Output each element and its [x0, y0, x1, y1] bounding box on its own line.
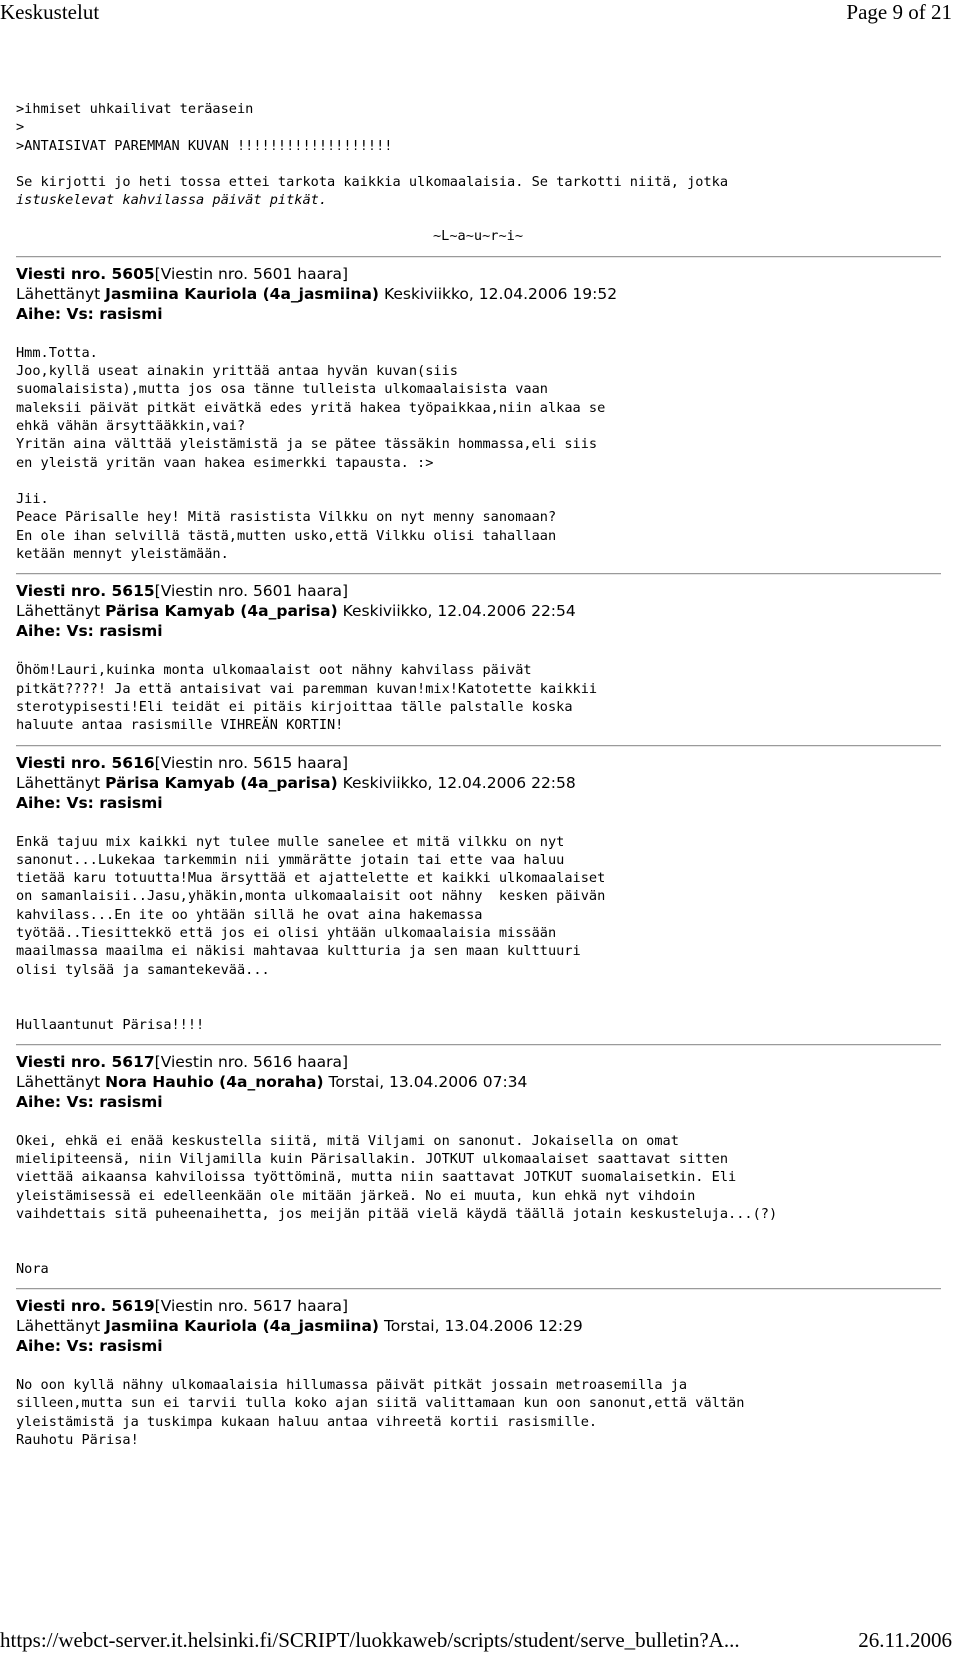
message-number: 5615 — [111, 582, 155, 601]
message-list — [16, 256, 941, 1450]
message-body: Öhöm!Lauri,kuinka monta ulkomaalaist oot nähny kahvilass päivät pitkät????! Ja että antaisivat vai paremman kuvan!mix!Katotette kaikkii sterotypisesti!Eli teidät ei pitäis kirjoittaa tälle palstalle koska haluute antaa rasismille VIHREÄN KORTIN! — [16, 662, 598, 734]
author-name: Jasmiina Kauriola (4a_jasmiina) — [105, 1317, 380, 1336]
author-name: Pärisa Kamyab (4a_parisa) — [105, 773, 338, 792]
post-separator — [16, 745, 941, 747]
page-footer — [0, 1626, 960, 1654]
reply-to: [Viestin nro. 5617 haara] — [154, 1297, 349, 1316]
post-date: Torstai, 13.04.2006 12:29 — [383, 1317, 583, 1336]
reply-to: [Viestin nro. 5616 haara] — [154, 1052, 349, 1071]
post-date: Keskiviikko, 12.04.2006 19:52 — [383, 284, 618, 303]
message-body: No oon kyllä nähny ulkomaalaisia hillumassa päivät pitkät jossain metroasemilla ja silleen,mutta sun ei tarvii tulla koko ajan siitä valittamaan kun oon sanonut,että vältän yleistämistä ja tuskimpa kukaan haluu antaa vihreetä kortii rasismille. Rauhotu Pärisa! — [16, 1377, 745, 1449]
intro-message — [16, 100, 941, 246]
post-date: Torstai, 13.04.2006 07:34 — [328, 1072, 528, 1091]
message-body: Enkä tajuu mix kaikki nyt tulee mulle sanelee et mitä vilkku on nyt sanonut...Lukekaa tarkemmin nii ymmärätte jotain tai ette vaa haluu tietää karu totuutta!Mua ärsyttää et ajattelette et kaikki ulkomaalaiset on samanlaisii..Jasu,yhäkin,monta ulkomaalaisit oot nähny kesken päivän kahvilass...En ite oo yhtään sillä he ovat aina hakemassa työtää..Tiesittekkö että jos ei olisi yhtään ulkomaalaisia missään maailmassa maailma ei näkisi mahtavaa kultturia ja sen maan kulttuuri olisi tylsää ja samantekevää... Hullaantunut Pärisa!!!! — [16, 833, 606, 1033]
message-number-line: Viesti nro. 5616[Viestin nro. 5615 haara] — [16, 753, 349, 772]
post-separator — [16, 1288, 941, 1290]
subject-line: Aihe: Vs: rasismi — [16, 793, 163, 812]
subject-line: Aihe: Vs: rasismi — [16, 304, 163, 323]
message-number: 5617 — [111, 1052, 155, 1071]
message-body: Hmm.Totta. Joo,kyllä useat ainakin yrittää antaa hyvän kuvan(siis suomalaisista),mutta jos osa tänne tulleista ulkomaalaisista vaan maleksii päivät pitkät eivätkä edes yritä hakea työpaikkaa,niin alkaa se ehkä vähän ärsyttääkkin,vai? Yritän aina välttää yleistämistä ja se pätee tässäkin hommassa,eli siis en yleistä yritän vaan hakea esimerkki tapausta. :> Jii. Peace Pärisalle hey! Mitä rasististа Vilkku on nyt menny sanomaan? En ole ihan selvillä tästä,mutten usko,että Vilkku olisi tahallaan ketään mennyt yleistämään. — [16, 344, 606, 563]
sender-line: Lähettänyt Jasmiina Kauriola (4a_jasmiina) Keskiviikko, 12.04.2006 19:52 — [16, 284, 618, 303]
sender-line: Lähettänyt Jasmiina Kauriola (4a_jasmiina) Torstai, 13.04.2006 12:29 — [16, 1317, 583, 1336]
message-number-line: Viesti nro. 5615[Viestin nro. 5601 haara] — [16, 582, 349, 601]
bulletin-content — [16, 100, 941, 1449]
message-body: Okei, ehkä ei enää keskustella siitä, mitä Viljami on sanonut. Jokaisella on omat mielipiteensä, niin Viljamilla kuin Pärisallakin. JOTKUT ulkomaalaiset saattavat sitten viettää aikaansa kahviloissa työttöminä, mutta niin saattavat JOTKUT suomalaisetkin. Eli yleistämisessä ei edelleenkään ole mitään järkeä. No ei muuta, kun ehkä nyt vihdoin vaihdettais sitä puheenaihetta, jos meijän pitää vielä käydä täällä jotain keskusteluja...(?) Nora — [16, 1132, 778, 1277]
reply-to: [Viestin nro. 5601 haara] — [154, 264, 349, 283]
post-date: Keskiviikko, 12.04.2006 22:54 — [342, 602, 576, 621]
reply-to: [Viestin nro. 5601 haara] — [154, 582, 349, 601]
message-post — [16, 1288, 941, 1449]
message-number: 5619 — [111, 1297, 155, 1316]
post-separator — [16, 256, 941, 258]
message-number: 5616 — [111, 753, 155, 772]
message-post — [16, 1044, 941, 1278]
reply-to: [Viestin nro. 5615 haara] — [154, 753, 349, 772]
signature: ~L~a~u~r~i~ — [433, 228, 524, 245]
footer-url: https://webct-server.it.helsinki.fi/SCRIPT/luokkaweb/scripts/student/serve_bulletin?A... — [0, 1628, 740, 1652]
intro-text-italic: istuskelevat kahvilassa päivät pitkät. — [16, 192, 327, 209]
subject-line: Aihe: Vs: rasismi — [16, 622, 163, 641]
post-date: Keskiviikko, 12.04.2006 22:58 — [342, 773, 576, 792]
subject-line: Aihe: Vs: rasismi — [16, 1092, 163, 1111]
post-separator — [16, 573, 941, 575]
message-number: 5605 — [111, 264, 155, 283]
message-number-line: Viesti nro. 5619[Viestin nro. 5617 haara] — [16, 1297, 349, 1316]
sender-line: Lähettänyt Pärisa Kamyab (4a_parisa) Keskiviikko, 12.04.2006 22:58 — [16, 773, 576, 792]
message-post — [16, 256, 941, 564]
message-post — [16, 745, 941, 1034]
message-number-line: Viesti nro. 5617[Viestin nro. 5616 haara] — [16, 1052, 349, 1071]
sender-line: Lähettänyt Nora Hauhio (4a_noraha) Torstai, 13.04.2006 07:34 — [16, 1072, 528, 1091]
footer-date: 26.11.2006 — [858, 1628, 952, 1652]
quote-line: >ANTAISIVAT PAREMMAN KUVAN !!!!!!!!!!!!!!!!!!! — [16, 137, 393, 154]
quote-line: >ihmiset uhkailivat teräasein — [16, 101, 254, 117]
page-number: Page 9 of 21 — [846, 0, 952, 24]
page-header — [0, 0, 960, 26]
message-post — [16, 573, 941, 734]
quote-line: > — [16, 119, 25, 136]
subject-line: Aihe: Vs: rasismi — [16, 1337, 163, 1356]
author-name: Nora Hauhio (4a_noraha) — [105, 1072, 324, 1091]
post-separator — [16, 1044, 941, 1046]
header-title: Keskustelut — [0, 0, 100, 24]
intro-text: Se kirjotti jo heti tossa ettei tarkota kaikkia ulkomaalaisia. Se tarkotti niitä, jotka — [16, 173, 729, 190]
sender-line: Lähettänyt Pärisa Kamyab (4a_parisa) Keskiviikko, 12.04.2006 22:54 — [16, 602, 576, 621]
author-name: Pärisa Kamyab (4a_parisa) — [105, 602, 338, 621]
message-number-line: Viesti nro. 5605[Viestin nro. 5601 haara] — [16, 264, 349, 283]
author-name: Jasmiina Kauriola (4a_jasmiina) — [105, 284, 380, 303]
